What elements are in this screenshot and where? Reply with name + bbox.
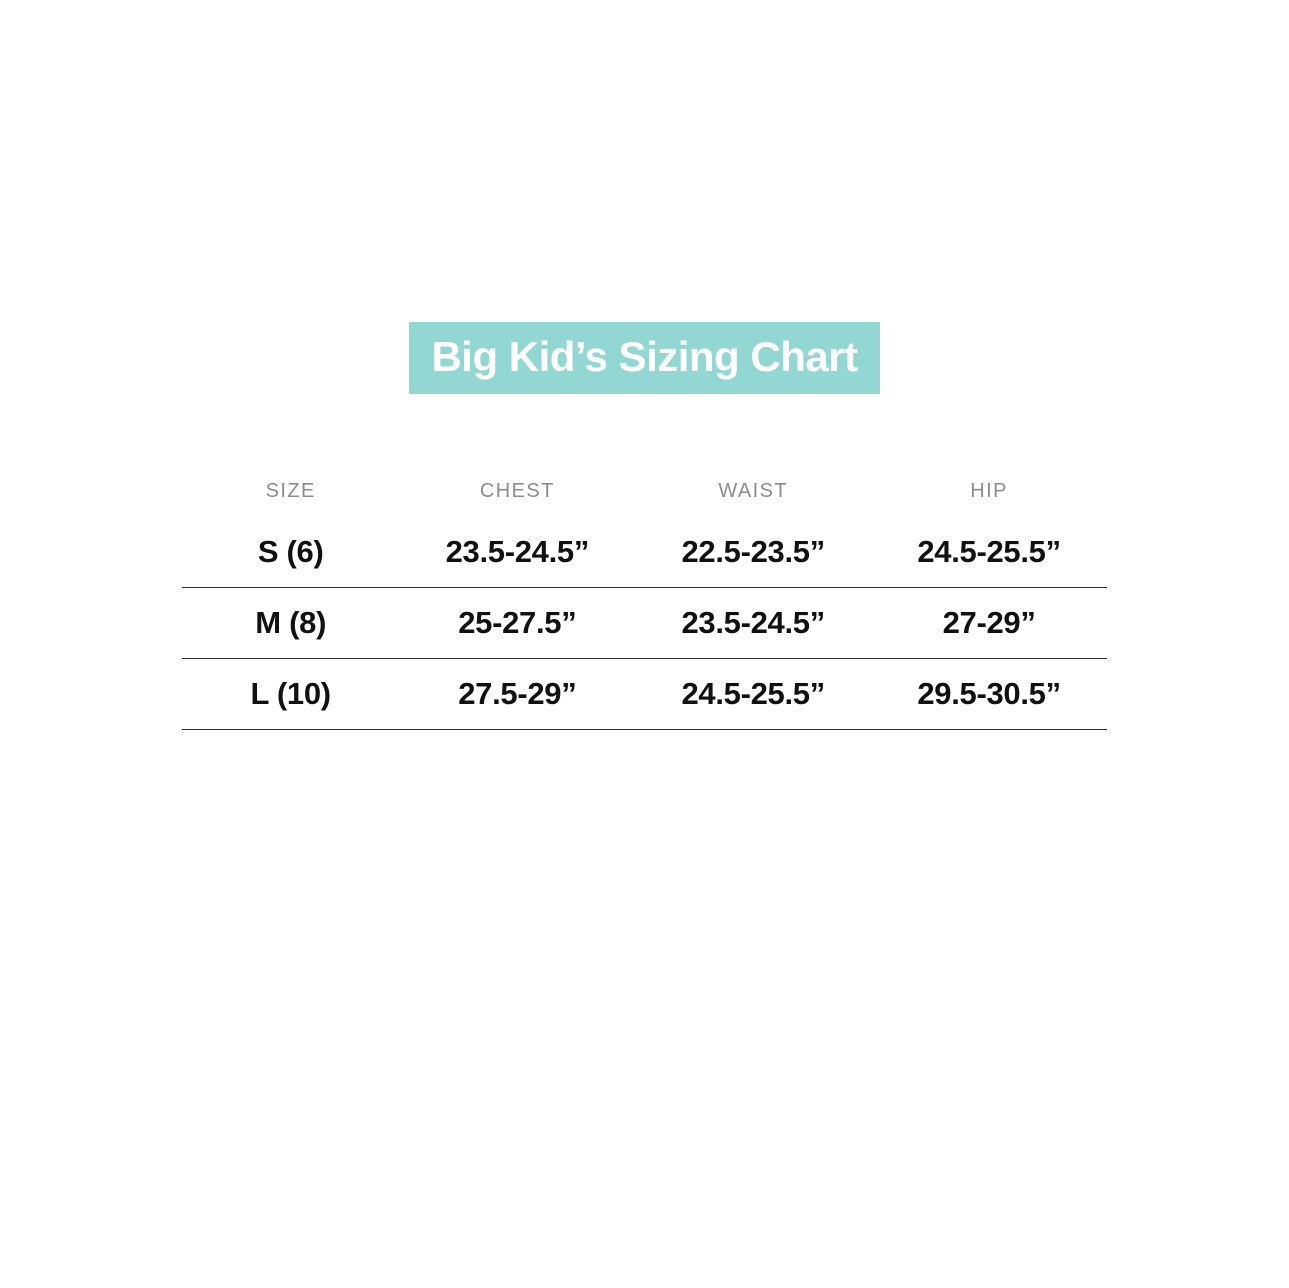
cell-size: L (10) xyxy=(182,659,399,730)
page-title: Big Kid’s Sizing Chart xyxy=(409,322,879,394)
cell-hip: 27-29” xyxy=(871,588,1107,659)
table-row xyxy=(182,517,1107,588)
cell-hip: 29.5-30.5” xyxy=(871,659,1107,730)
table-row xyxy=(182,659,1107,730)
table-header-row xyxy=(182,480,1107,517)
column-header-waist: WAIST xyxy=(718,480,788,502)
column-header-chest: CHEST xyxy=(479,480,555,502)
table-header xyxy=(182,480,1107,517)
cell-chest: 27.5-29” xyxy=(399,659,635,730)
cell-waist: 22.5-23.5” xyxy=(681,534,825,569)
cell-waist: 23.5-24.5” xyxy=(635,588,871,659)
cell-size: S (6) xyxy=(257,534,324,569)
cell-hip: 24.5-25.5” xyxy=(917,534,1061,569)
column-header-hip: HIP xyxy=(970,480,1008,502)
cell-size: M (8) xyxy=(182,588,399,659)
table-row xyxy=(182,588,1107,659)
sizing-table xyxy=(182,480,1107,730)
cell-waist: 24.5-25.5” xyxy=(635,659,871,730)
cell-chest: 25-27.5” xyxy=(399,588,635,659)
column-header-size: SIZE xyxy=(265,480,316,502)
page-title-container xyxy=(0,322,1289,394)
cell-chest: 23.5-24.5” xyxy=(445,534,590,569)
table-body xyxy=(182,517,1107,730)
